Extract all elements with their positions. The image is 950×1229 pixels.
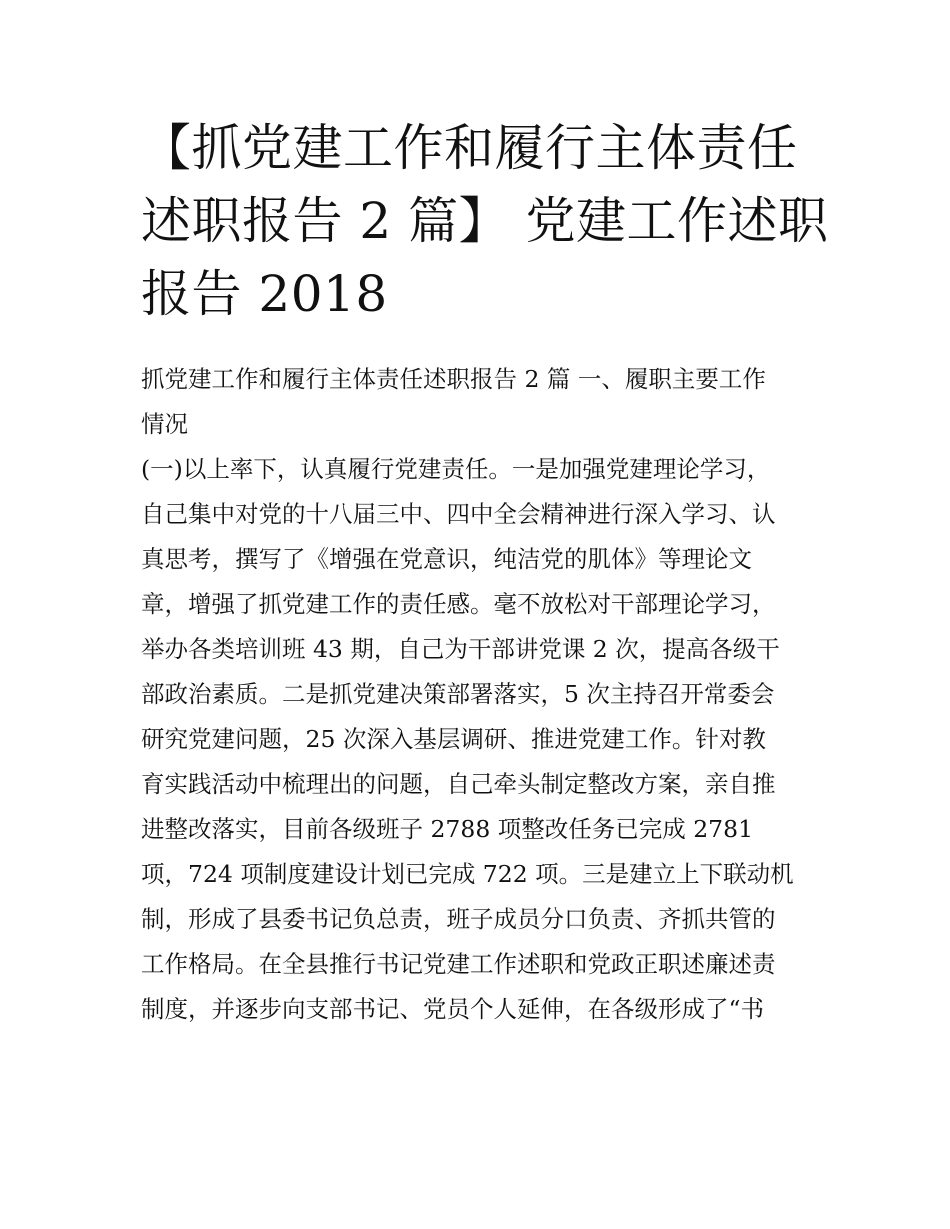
body-line-5: 举办各类培训班 43 期，自己为干部讲党课 2 次，提高各级干 [141, 635, 780, 663]
body-line-2: 自己集中对党的十八届三中、四中全会精神进行深入学习、认 [141, 500, 776, 528]
body-line-11: 制，形成了县委书记负总责，班子成员分口负责、齐抓共管的 [141, 905, 776, 933]
title-line-3: 报告 2018 [141, 265, 388, 323]
document-title [141, 112, 829, 331]
body-line-12: 工作格局。在全县推行书记党建工作述职和党政正职述廉述责 [141, 950, 776, 978]
body-line-10: 项，724 项制度建设计划已完成 722 项。三是建立上下联动机 [141, 860, 794, 888]
body-line-7: 研究党建问题，25 次深入基层调研、推进党建工作。针对教 [141, 725, 766, 753]
body-line-3: 真思考，撰写了《增强在党意识，纯洁党的肌体》等理论文 [141, 545, 752, 573]
body-line-8: 育实践活动中梳理出的问题，自己牵头制定整改方案，亲自推 [141, 770, 776, 798]
document-body [141, 357, 821, 1032]
title-line-2: 述职报告 2 篇】 党建工作述职 [141, 192, 829, 250]
title-line-1: 【抓党建工作和履行主体责任 [141, 119, 798, 177]
body-line-6: 部政治素质。二是抓党建决策部署落实，5 次主持召开常委会 [141, 680, 775, 708]
intro-line-2: 情况 [141, 410, 188, 438]
intro-line-1: 抓党建工作和履行主体责任述职报告 2 篇 一、履职主要工作 [141, 365, 766, 393]
body-line-13: 制度，并逐步向支部书记、党员个人延伸，在各级形成了“书 [141, 995, 765, 1023]
body-line-9: 进整改落实，目前各级班子 2788 项整改任务已完成 2781 [141, 815, 754, 843]
body-line-4: 章，增强了抓党建工作的责任感。毫不放松对干部理论学习， [141, 590, 776, 618]
body-line-1: (一)以上率下，认真履行党建责任。一是加强党建理论学习， [141, 455, 771, 483]
